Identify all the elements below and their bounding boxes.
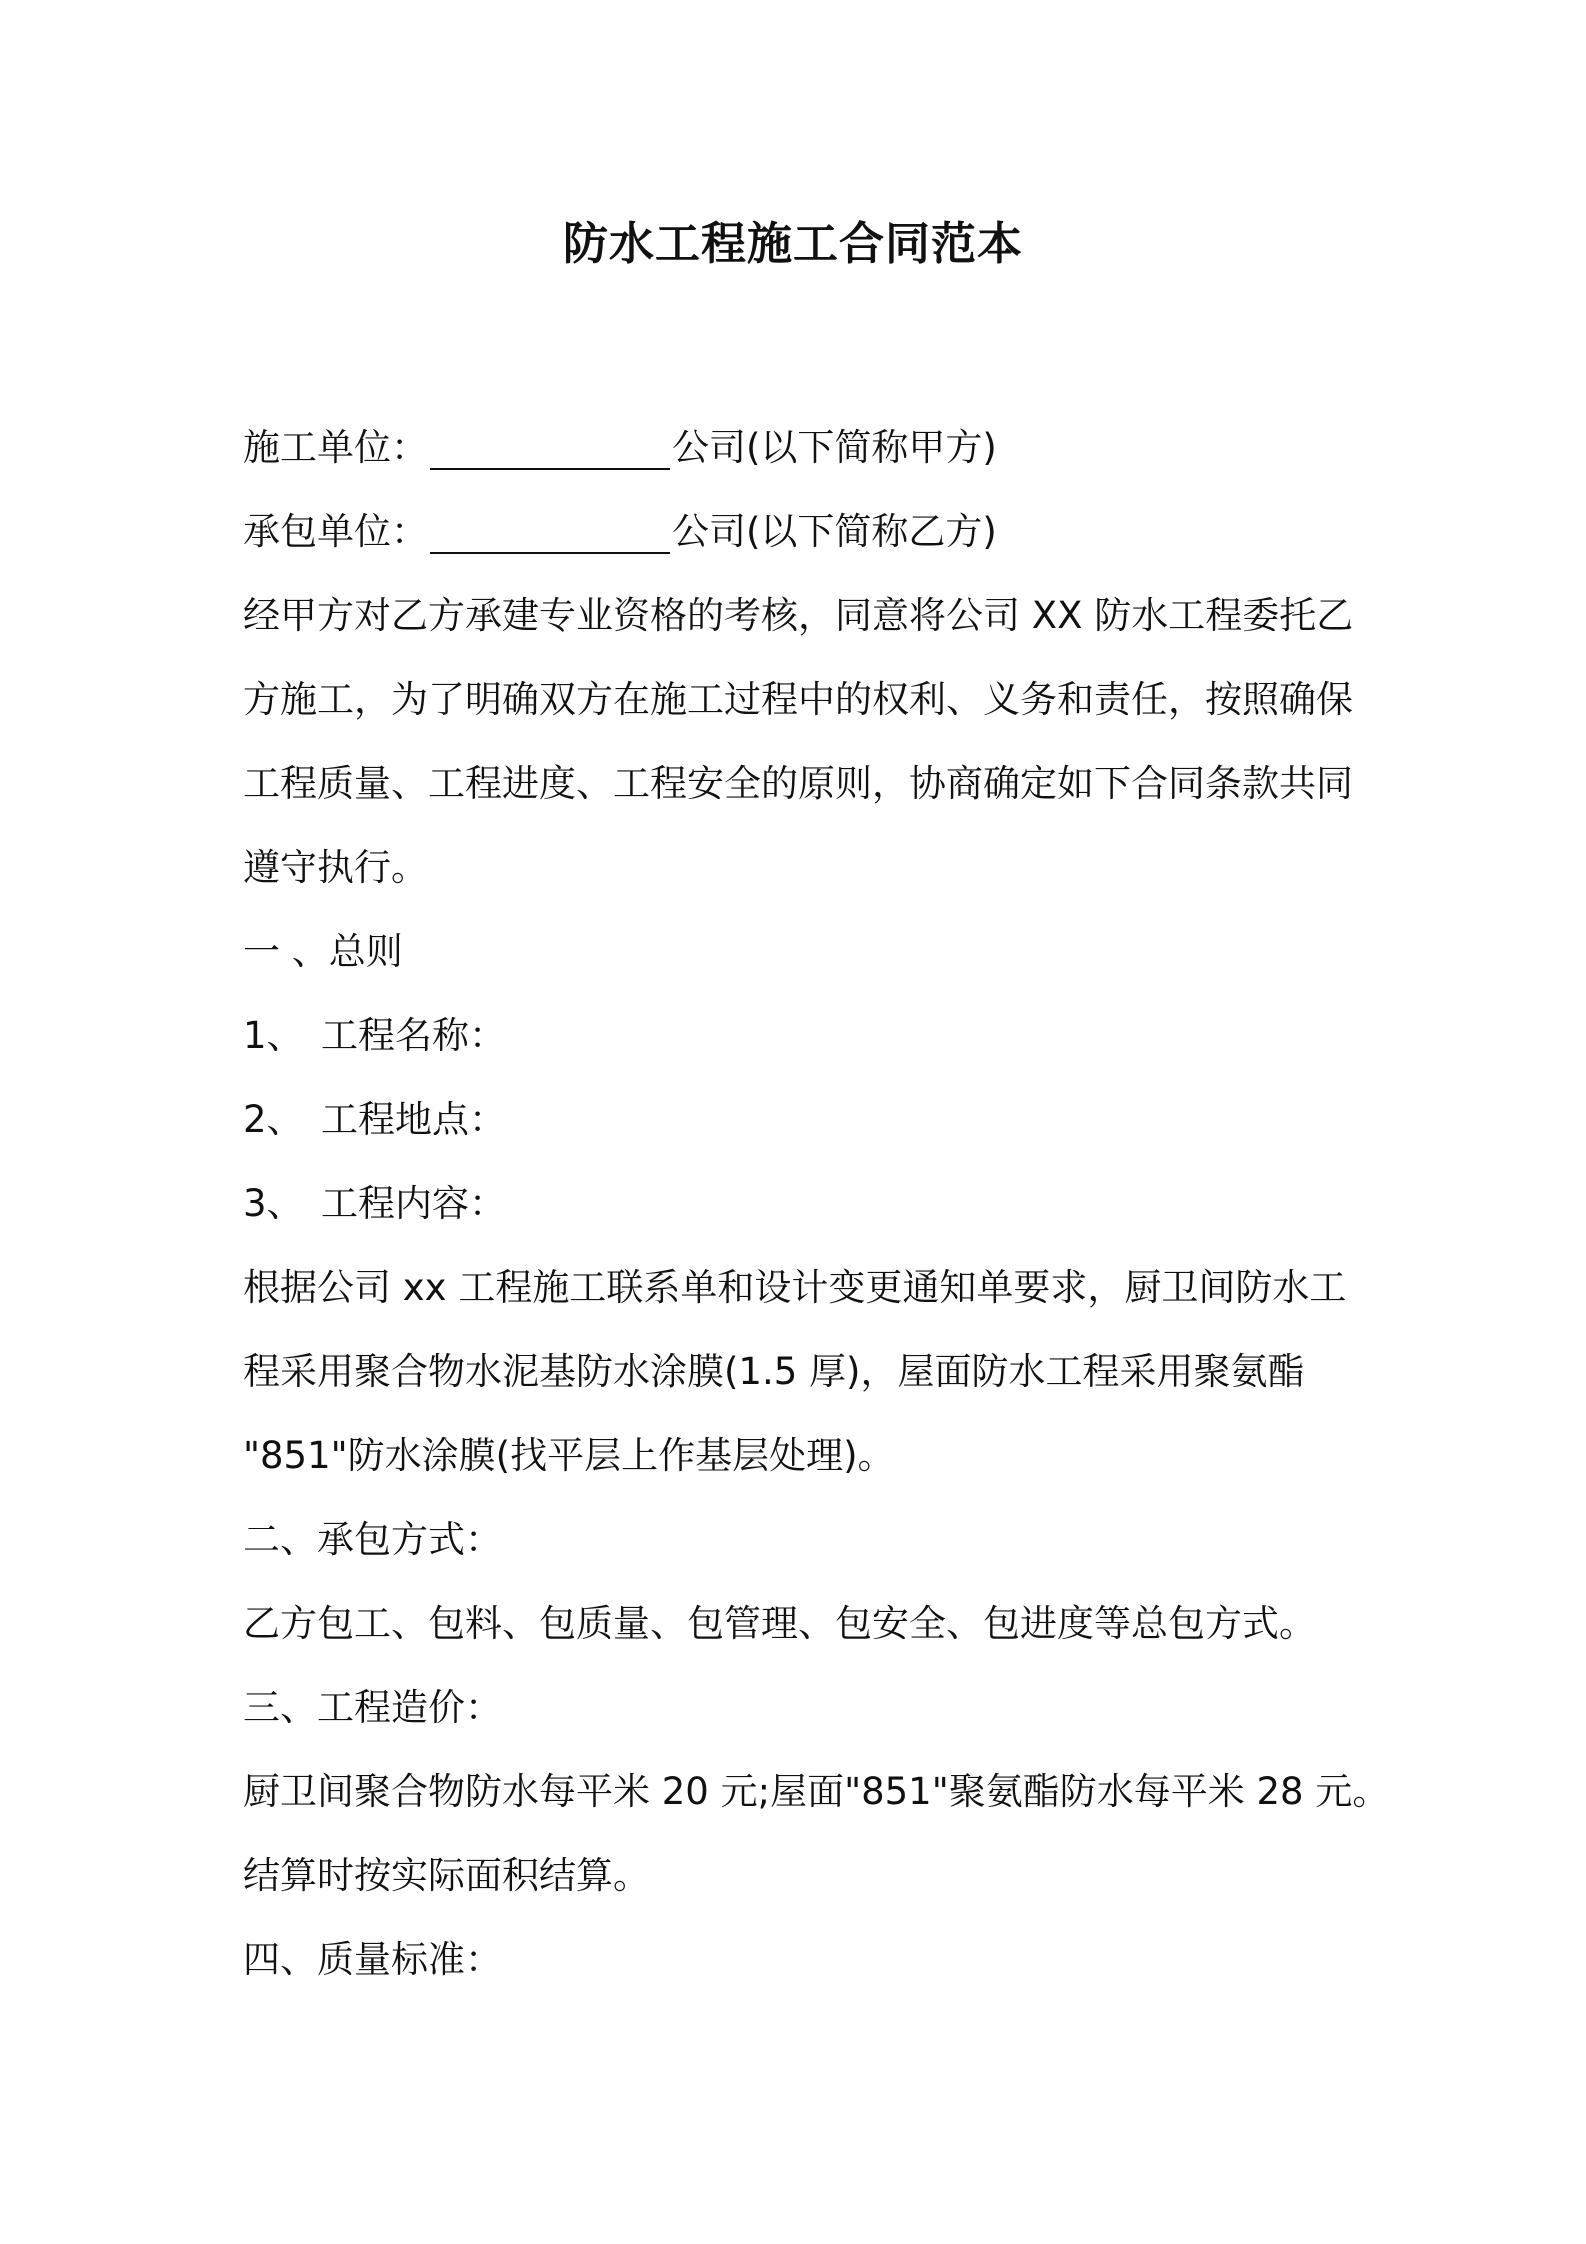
intro-line: 经甲方对乙方承建专业资格的考核，同意将公司 XX 防水工程委托乙 (243, 594, 1354, 637)
content-line: 程采用聚合物水泥基防水涂膜(1.5 厚)，屋面防水工程采用聚氨酯 (243, 1350, 1305, 1393)
list-item-project-content (243, 1162, 1363, 1246)
list-item-number: 3、 (243, 1182, 304, 1225)
intro-line: 遵守执行。 (243, 846, 428, 889)
content-line: 乙方包工、包料、包质量、包管理、包安全、包进度等总包方式。 (243, 1602, 1316, 1645)
section-heading-contract-method: 二、承包方式： (243, 1518, 502, 1561)
content-line: "851"防水涂膜(找平层上作基层处理)。 (243, 1434, 895, 1477)
section-heading-quality-standard: 四、质量标准： (243, 1938, 502, 1981)
intro-line: 方施工，为了明确双方在施工过程中的权利、义务和责任，按照确保 (243, 678, 1353, 721)
party-a-label: 施工单位： (243, 426, 428, 469)
party-a-suffix: 公司(以下简称甲方) (672, 426, 997, 469)
list-item-text: 工程地点： (321, 1098, 506, 1141)
list-item-number: 1、 (243, 1014, 304, 1057)
content-line: 厨卫间聚合物防水每平米 20 元;屋面"851"聚氨酯防水每平米 28 元。 (243, 1770, 1390, 1813)
party-b-label: 承包单位： (243, 510, 428, 553)
document-body (243, 406, 1390, 2002)
intro-line: 工程质量、工程进度、工程安全的原则，协商确定如下合同条款共同 (243, 762, 1353, 805)
list-item-number: 2、 (243, 1098, 304, 1141)
party-b-line (243, 490, 1363, 574)
list-item-project-name (243, 994, 1363, 1078)
document-title: 防水工程施工合同范本 (562, 217, 1023, 270)
party-a-blank (430, 422, 670, 470)
party-b-suffix: 公司(以下简称乙方) (672, 510, 997, 553)
list-item-project-location (243, 1078, 1363, 1162)
section-heading-project-cost: 三、工程造价： (243, 1686, 502, 1729)
party-b-blank (430, 506, 670, 554)
party-a-line (243, 406, 1363, 490)
list-item-text: 工程名称： (321, 1014, 506, 1057)
section-heading-general: 一 、总则 (243, 930, 403, 973)
list-item-text: 工程内容： (321, 1182, 506, 1225)
content-line: 结算时按实际面积结算。 (243, 1854, 650, 1897)
content-line: 根据公司 xx 工程施工联系单和设计变更通知单要求，厨卫间防水工 (243, 1266, 1347, 1309)
